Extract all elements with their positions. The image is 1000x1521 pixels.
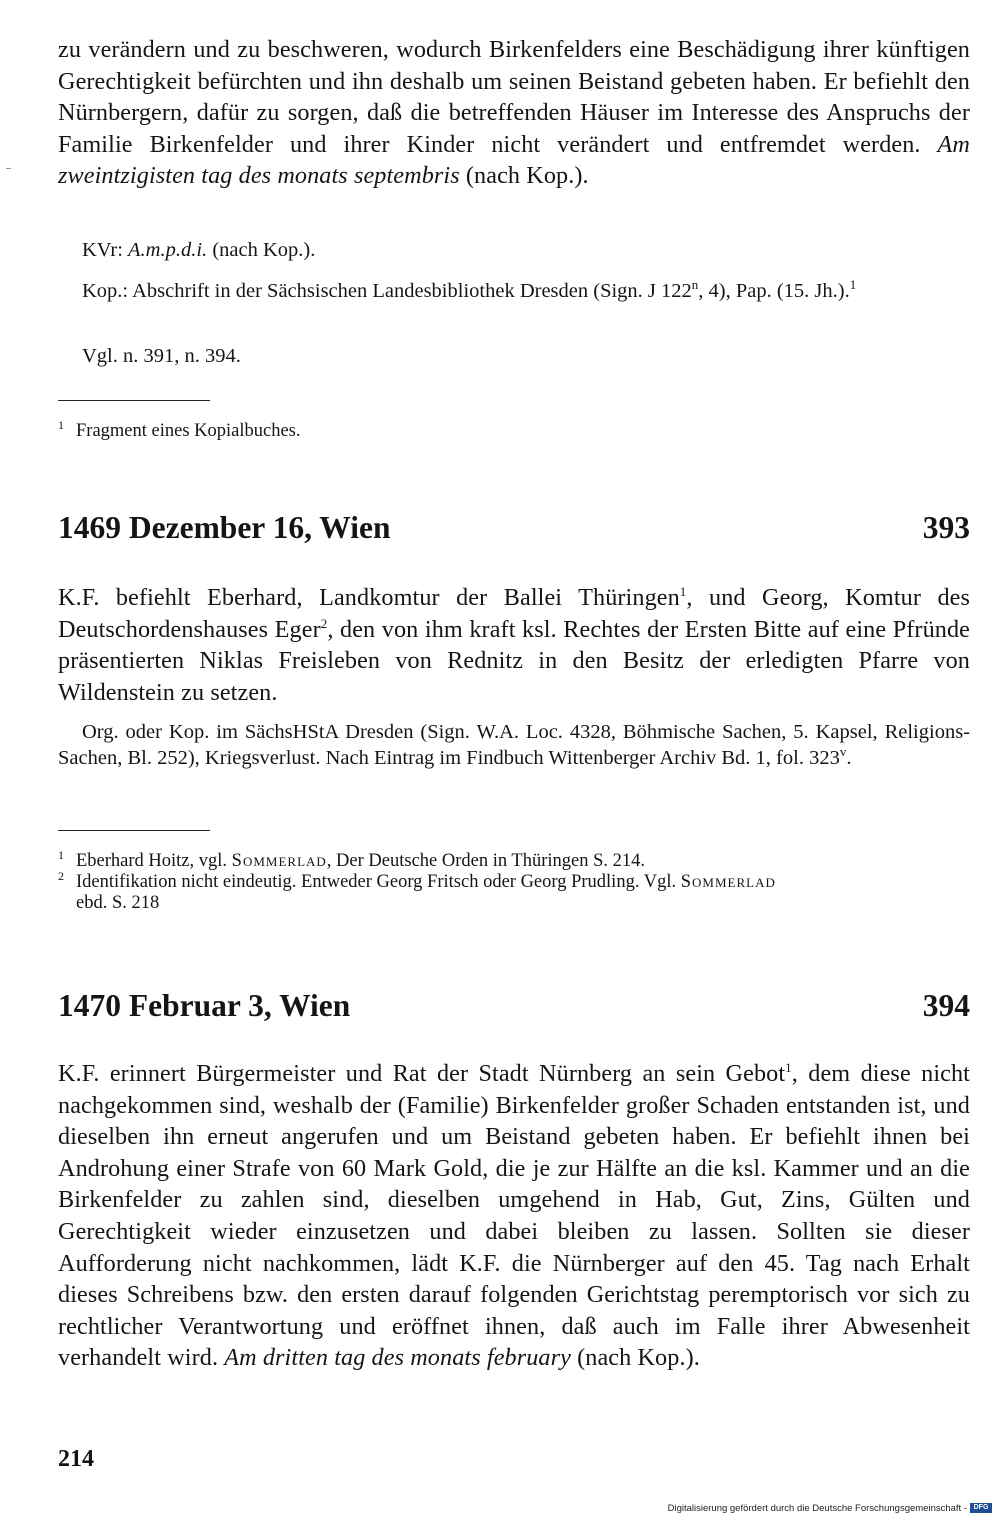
footnote-393-1: 1 Eberhard Hoitz, vgl. Sommerlad, Der Deutsche Orden in Thüringen S. 214. [58, 847, 646, 871]
page-number: 214 [58, 1446, 94, 1472]
digitization-credit: Digitalisierung gefördert durch die Deutsche Forschungsgemeinschaft - DFG [668, 1503, 992, 1515]
dating-clause: Am zweintzigisten tag des monats septembris [58, 130, 970, 190]
margin-tick [6, 168, 11, 169]
entry-394-regest: K.F. erinnert Bürgermeister und Rat der Stadt Nürnberg an sein Gebot$^1$, dem diese nicht nachgekommen sind, weshalb der (Familie) Birkenfelder großer Schaden entstanden ist, und dieselben ihn erneut angerufen und um Beistand gebeten haben. Er befiehlt ihnen bei Androhung einer Strafe von 60 Mark Gold, die je zur Hälfte an die ksl. Kammer und an die Birkenfelder zu zahlen sind, dieselben umgehend in Hab, Gut, Zins, Gülten und Gerechtigkeit wieder einzusetzen und dabei bleiben zu lassen. Sollten sie dieser Aufforderung nicht nachkommen, lädt K.F. die Nürnberger auf den 45. Tag nach Erhalt dieses Schreibens bzw. den ersten darauf folgenden Gerichtstag peremptorisch vor sich zu rechtlicher Verantwortung und eröffnet ihnen, daß auch im Falle ihrer Abwesenheit verhandelt wird. Am dritten tag des monats february (nach Kop.). [58, 1059, 970, 1372]
entry-heading-394 [58, 986, 970, 1026]
footnote-393-2: 2 Identifikation nicht eindeutig. Entweder Georg Fritsch oder Georg Prudling. Vgl. Sommerlad ebd. S. 218 [58, 868, 776, 913]
entry-393-source: Org. oder Kop. im SächsHStA Dresden (Sign. W.A. Loc. 4328, Böhmische Sachen, 5. Kapsel, Religions-Sachen, Bl. 252), Kriegsverlust. Nach Eintrag im Findbuch Wittenberger Archiv Bd. 1, fol. 323$^v$. [58, 721, 970, 769]
entry-392-continuation: zu verändern und zu beschweren, wodurch Birkenfelders eine Beschädigung ihrer künftigen Gerechtigkeit befürchten und ihn deshalb um seinen Beistand gebeten haben. Er befiehlt den Nürnbergern, dafür zu sorgen, daß die betreffenden Häuser im Interesse des Anspruchs der Familie Birkenfelder und ihrer Kinder nicht verändert und entfremdet werden. Am zweintzigisten tag des monats septembris (nach Kop.). [58, 36, 970, 190]
footnote-divider [58, 400, 210, 401]
dfg-logo-icon: DFG [970, 1503, 992, 1513]
entry-number: 393 [922, 510, 970, 545]
entry-393-regest: K.F. befiehlt Eberhard, Landkomtur der Ballei Thüringen$^1$, und Georg, Komtur des Deutschordenshauses Eger$^2$, den von ihm kraft ksl. Rechtes der Ersten Bitte auf eine Pfründe präsentierten Niklas Freisleben von Rednitz in den Besitz der erledigten Pfarre von Wildenstein zu setzen. [58, 583, 970, 706]
dating-clause: Am dritten tag des monats february [224, 1344, 571, 1372]
entry-heading-393 [58, 508, 970, 548]
entry-number: 394 [922, 988, 970, 1023]
kvr-note: KVr: A.m.p.d.i. (nach Kop.). [82, 239, 316, 261]
footnote-divider [58, 830, 210, 831]
footnote-1: 1 Fragment eines Kopialbuches. [58, 417, 301, 441]
kop-note: Kop.: Abschrift in der Sächsischen Landesbibliothek Dresden (Sign. J 122$^n$, 4), Pap. (15. Jh.).$^1$ [82, 277, 857, 302]
vgl-note: Vgl. n. 391, n. 394. [82, 345, 241, 367]
entry-date-place: 1470 Februar 3, Wien [58, 988, 351, 1023]
entry-date-place: 1469 Dezember 16, Wien [58, 510, 391, 545]
